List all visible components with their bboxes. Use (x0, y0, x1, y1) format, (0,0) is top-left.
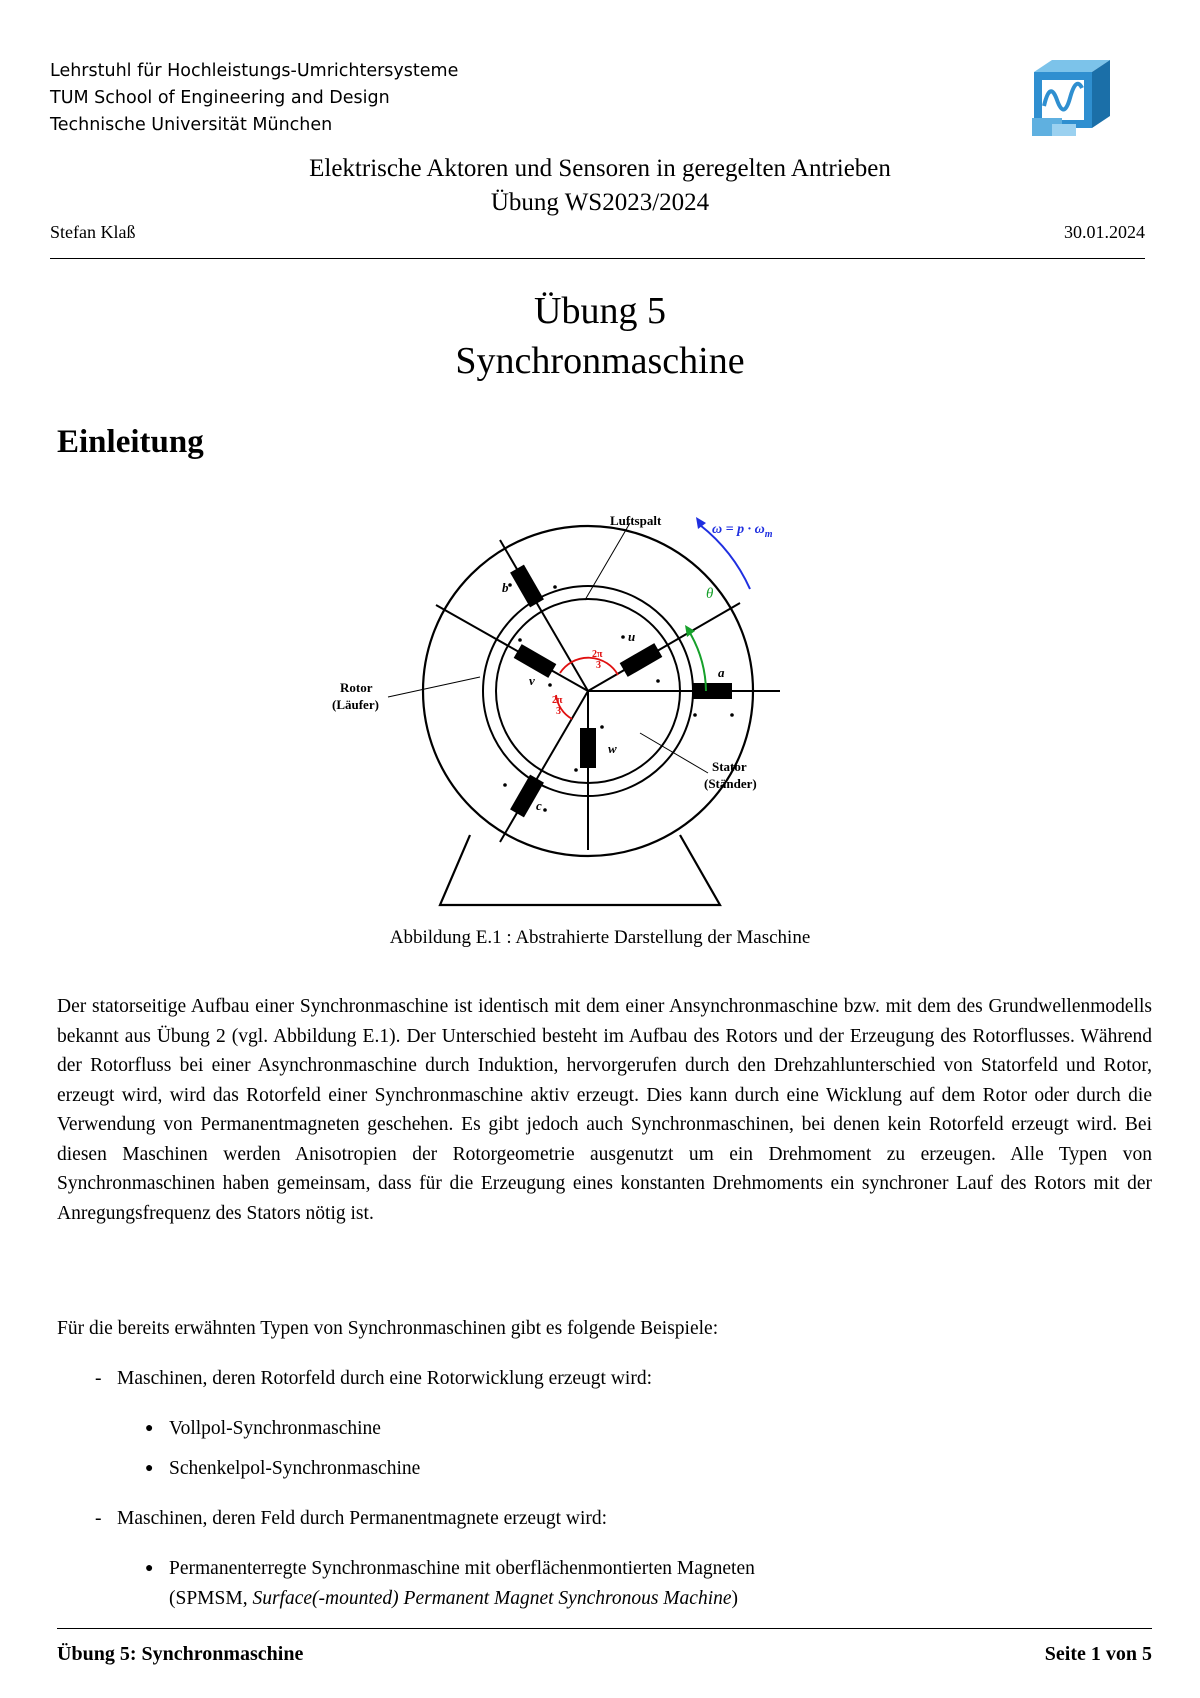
list-1-head: - Maschinen, deren Rotorfeld durch eine Rotorwicklung erzeugt wird: (95, 1368, 653, 1389)
label-laeufer: (Läufer) (332, 697, 379, 712)
bullet-marker: ● (145, 1421, 154, 1436)
label-luftspalt: Luftspalt (610, 513, 662, 528)
machine-stand (440, 835, 720, 905)
label-angle-left-den: 3 (556, 706, 561, 717)
label-rotor: Rotor (340, 680, 373, 695)
label-a: a (718, 665, 725, 680)
title-line-2: Synchronmaschine (455, 340, 745, 382)
label-b: b (502, 580, 509, 595)
winding-b (510, 565, 544, 608)
winding-v (514, 644, 557, 678)
institution-line-1: Lehrstuhl für Hochleistungs-Umrichtersysteme (50, 61, 459, 81)
semester: Übung WS2023/2024 (490, 189, 710, 216)
figure-caption: Abbildung E.1 : Abstrahierte Darstellung der Maschine (389, 927, 811, 948)
list-2-item-1-cont: (SPMSM, Surface(-mounted) Permanent Magnet Synchronous Machine) (169, 1588, 739, 1609)
angle-arc-top (560, 658, 618, 675)
section-heading: Einleitung (57, 424, 204, 460)
label-omega: $\omega = p \cdot \omega_m$ (712, 522, 773, 540)
label-angle-top-den: 3 (596, 660, 601, 671)
winding-a (692, 683, 732, 699)
dash-marker: - (95, 1508, 102, 1529)
label-stator: Stator (712, 759, 747, 774)
footer-left: Übung 5: Synchronmaschine (57, 1643, 304, 1665)
axis-c (500, 691, 588, 842)
course-heading (0, 152, 1200, 220)
rotor-leader (388, 677, 480, 697)
label-w: w (608, 741, 617, 756)
footer-divider (57, 1628, 1152, 1629)
page-number: Seite 1 von 5 (1044, 1643, 1152, 1665)
machine-diagram (332, 505, 880, 915)
title-line-1: Übung 5 (534, 290, 666, 332)
footer (57, 1643, 1152, 1666)
paragraph-2: Für die bereits erwähnten Typen von Synchronmaschinen gibt es folgende Beispiele: (57, 1318, 719, 1339)
label-theta: θ (706, 586, 714, 602)
author: Stefan Klaß (50, 222, 136, 242)
bullet-marker: ● (145, 1461, 154, 1476)
institution-line-2: TUM School of Engineering and Design (50, 88, 390, 108)
list-2-head: - Maschinen, deren Feld durch Permanentmagnete erzeugt wird: (95, 1508, 608, 1529)
paragraph-1: Der statorseitige Aufbau einer Synchronmaschine ist identisch mit dem einer Ansynchronmaschine bzw. mit dem des Grundwellenmodells bekannt aus Übung 2 (vgl. Abbildung E.1). Der Unterschied besteht im Aufbau des Rotors und der Erzeugung des Rotorflusses. Während der Rotorfluss bei einer Asynchronmaschine durch Induktion, hervorgerufen durch den Drehzahlunterschied von Statorfeld und Rotor, erzeugt wird, wird das Rotorfeld einer Synchronmaschine aktiv erzeugt. Dies kann durch eine Wicklung auf dem Rotor oder durch die Verwendung von Permanentmagneten geschehen. Es gibt jedoch auch Synchronmaschinen, bei denen kein Rotorfeld erzeugt wird. Bei diesen Maschinen werden Anisotropien der Rotorgeometrie ausgenutzt um ein Drehmoment zu erzeugen. Alle Typen von Synchronmaschinen haben gemeinsam, dass für die Erzeugung eines konstanten Drehmoments ein synchroner Lauf des Rotors mit der Anregungsfrequenz des Stators nötig ist. (57, 996, 1152, 1224)
stator-leader (640, 733, 708, 773)
course-title: Elektrische Aktoren und Sensoren in geregelten Antrieben (309, 155, 891, 182)
exercise-title (0, 286, 1200, 386)
bullet-marker: ● (145, 1561, 154, 1576)
list-2-item-1: ● Permanenterregte Synchronmaschine mit oberflächenmontierten Magneten (145, 1558, 755, 1579)
winding-u (620, 643, 663, 677)
label-c: c (536, 798, 542, 813)
header-divider (50, 258, 1145, 259)
winding-w (580, 728, 596, 768)
author-row (50, 222, 1145, 243)
chair-logo-icon (1030, 58, 1110, 140)
institution-block (50, 58, 458, 139)
label-angle-top-num: 2π (592, 649, 603, 660)
list-1-item-2: ● Schenkelpol-Synchronmaschine (145, 1458, 421, 1479)
label-angle-left-num: 2π (552, 695, 563, 706)
list-1-item-1: ● Vollpol-Synchronmaschine (145, 1418, 381, 1439)
label-staender: (Ständer) (704, 776, 757, 791)
institution-line-3: Technische Universität München (50, 115, 333, 135)
label-v: v (529, 673, 535, 688)
date: 30.01.2024 (1064, 222, 1145, 242)
label-u: u (628, 629, 636, 644)
dash-marker: - (95, 1368, 102, 1389)
